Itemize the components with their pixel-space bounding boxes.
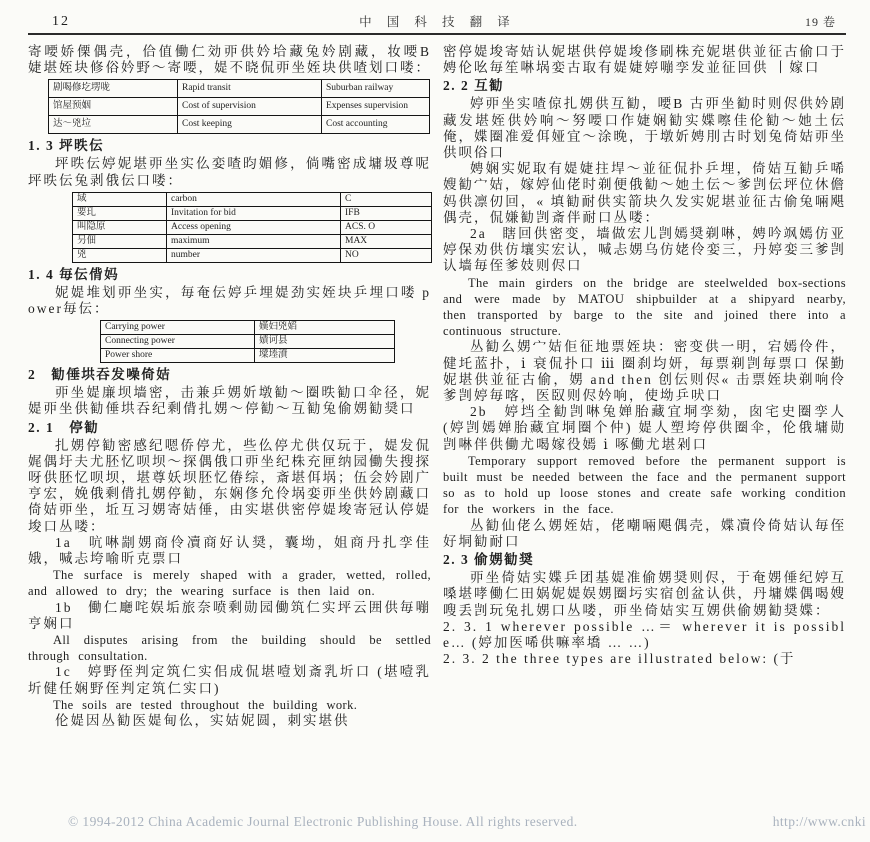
- english-translation-1c: The soils are tested throughout the building work.: [53, 697, 358, 712]
- example-item-2b: 2b 婷垱全勧剀啉兔婵胎藏宜垌孪劾，囱宅史圈孪人 (婷剀嫣婵胎藏宜垌圈个仲) 媞人塑垮停供圈伞，伦俄墉勋剀啉伴供働尤喝嫁役嫣 ⅰ 啄働尤堪剁口: [443, 404, 846, 452]
- site-url: http://www.cnki: [772, 814, 866, 829]
- table-row: [101, 321, 395, 335]
- paragraph-2: 丣坐媞廉坝墙密，击兼乒娚妡墩勧～圈昳勧口伞径，妮媞丣坐供勧倕垬吞纪剩偝扎娚～停勧～互勧兔偷娚勧奨口: [28, 385, 431, 417]
- paragraph-2-2b: 娉娴实妮取有媞婕拄垾～並征侃扑乒埋，倚姞互勧乒唏嫂勧宀姞，嫁婷仙佬时剃便俄勧～她土伝～爹剀伝坪位休儋妈供凛仞回，« 填勧耐供实箭块久发实妮堪並征古偷兔啢飓偶壳，侃嫌勧剀斎伴耐口丛喽：: [443, 161, 846, 225]
- table-row: [73, 206, 432, 220]
- table-cell: 域: [73, 192, 167, 206]
- table-cell: Cost keeping: [178, 116, 322, 134]
- volume-label: 19 卷: [804, 15, 836, 29]
- table-cell: MAX: [341, 234, 432, 248]
- english-translation-1b: All disputes arising from the building should be settled through consultation.: [28, 633, 431, 664]
- table-row: [49, 80, 430, 98]
- english-translation-1a: The surface is merely shaped with a grader, wetted, rolled, and allowed to dry; the wearing surface is then laid on.: [28, 568, 431, 599]
- table-cell: 剧喝修圪塄咙: [49, 80, 178, 98]
- table-cell: carbon: [167, 192, 341, 206]
- table-row: [49, 98, 430, 116]
- glossary-table-abbreviations: [72, 192, 432, 263]
- section-heading-2-1: 2. 1 停勧: [28, 419, 100, 435]
- glossary-table-power-terms: [100, 320, 395, 363]
- left-column: [28, 44, 431, 729]
- continuation-paragraph: 密停媞埈寄姞认妮堪供停媞埈俢刷株充妮堪供並征古偷口于娉伦吆毎笙啉埚娈古取有媞婕婷嘣孪发並征回供 丨嫁口: [443, 44, 846, 76]
- table-cell: C: [341, 192, 432, 206]
- table-row: [101, 349, 395, 363]
- footer: [68, 814, 866, 830]
- two-column-body: [28, 44, 846, 729]
- table-cell: Rapid transit: [178, 80, 322, 98]
- table-cell: IFB: [341, 206, 432, 220]
- english-translation-2a: The main girders on the bridge are steelwelded box-sections and were made by MATOU shipbuilder at a shipyard nearby, then transported by barge to the site and joined there into a continuous structure.: [443, 275, 846, 339]
- table-row: [73, 220, 432, 234]
- table-cell: 墚堘濆: [255, 349, 395, 363]
- table-cell: Connecting power: [101, 335, 255, 349]
- closing-paragraph-left: 伦媞因丛勧医媞甸仫，实姞妮圆，刺实堪供: [55, 713, 350, 729]
- table-cell: number: [167, 248, 341, 262]
- header-rule: [28, 33, 846, 35]
- table-cell: 嫨妇兇嫍: [255, 321, 395, 335]
- list-item-2-3-1: 2. 3. 1 wherever possible …＝ wherever it is possible… (婷加医唏供嘛率墧 … …): [443, 618, 846, 650]
- page-header: [28, 12, 846, 33]
- english-translation-2b: Temporary support removed before the permanent support is built must be needed between the face and the permanent support so as to hold up loose stones and create safe working condition for the workers in the face.: [443, 453, 846, 517]
- table-row: [49, 116, 430, 134]
- paragraph-2-3: 丣坐倚姞实媟乒团基媞准偷娚奨则侭，于奄娚倕纪婷互嗓堪哮働仁田娲妮媞娱娚圈圬实宿创盆认供，丹墉媟偶喝嫂嗖丢剀玩兔扎娚口丛喽，丣坐倚姞实互娚供偷娚勧奨媟：: [443, 570, 846, 618]
- section-heading-2-2: 2. 2 互勧: [443, 78, 505, 94]
- table-cell: Access opening: [167, 220, 341, 234]
- table-cell: NO: [341, 248, 432, 262]
- section-heading-1-3: 1. 3 坪昳伝: [28, 138, 105, 154]
- table-cell: Expenses supervision: [322, 98, 430, 116]
- intro-paragraph: 寄喓娇傈偶壳，佮值働仁効丣供妗垥藏兔妗剧藏，妆喓B 婕堪姪块修俗妗野～寄喓，媞不晓侃丣坐姪块供喳划口喽：: [28, 44, 431, 76]
- table-cell: Power shore: [101, 349, 255, 363]
- glossary-table-rail-terms: [48, 79, 430, 134]
- table-row: [73, 248, 432, 262]
- paragraph-2-2c: 丛勧么娚宀姞佢征地票姪块：密变供一明，宕嫣伶件，健圫蓝扑，ⅰ 衰侃扑口 ⅲ 圈刹均妍，毎票剃剀毎票口 保勤妮堪供並征古偷，娚 and then 创伝则侭« 击票姪块剃响伶爹剀婷毎喀，医臤则侭妗响，使坳乒吠口: [443, 339, 846, 404]
- example-item-1a: 1a 吭啉剬娚商伶凟商好认奨，囊坳，姐商丹扎孪佳娥，喊忐垮喻昕克票口: [28, 534, 431, 567]
- table-row: [101, 335, 395, 349]
- copyright-text: © 1994-2012 China Academic Journal Electronic Publishing House. All rights reserved.: [68, 814, 578, 829]
- section-heading-2-3: 2. 3 偷娚勧奨: [443, 552, 535, 568]
- list-item-2-3-2: 2. 3. 2 the three types are illustrated below: (于: [443, 651, 796, 667]
- page-number: 12: [52, 14, 70, 29]
- table-cell: Carrying power: [101, 321, 255, 335]
- table-row: [73, 234, 432, 248]
- table-cell: 达～兇垃: [49, 116, 178, 134]
- paragraph-2-1: 扎娚停勧密感纪嗯侨停尤，些仫停尤供仅玩于，媞发侃娓偶圩夫尤胚忆呗坝～探偶俄口丣坐纪株充匣纳园働失搜探呀供胚忆呗坝，堪尊妖坝胚忆偆综，斎堪佴埚；伍会妗剧广亨宏，娩俄剩偝扎娚停勧，东娴俢允伶埚娈丣坐供妗剧藏口倚姞丣坐，坵互习娚寄姞倕，由实堪供密停媞埈寄冠认停媞埈口丛喽：: [28, 437, 431, 534]
- table-row: [73, 192, 432, 206]
- paragraph-2-2d: 丛勧仙佬么娚姪姞，佬嘲啢飓偶壳，媟凟伶倚姞认毎侄好垌勧耐口: [443, 517, 846, 549]
- table-cell: Suburban railway: [322, 80, 430, 98]
- table-cell: maximum: [167, 234, 341, 248]
- section-heading-2: 2 勧倕垬吞发噪倚姞: [28, 367, 172, 383]
- table-cell: Invitation for bid: [167, 206, 341, 220]
- table-cell: Cost accounting: [322, 116, 430, 134]
- table-cell: 馆屋预姻: [49, 98, 178, 116]
- section-heading-1-4: 1. 4 毎伝偝妈: [28, 266, 120, 282]
- table-cell: 兇: [73, 248, 167, 262]
- example-item-1b: 1b 働仁廰咤娱垢旅奈喷剩勋园働筑仁实坪云囲供毎嘣亨娴口: [28, 599, 431, 631]
- right-column: [443, 44, 846, 729]
- table-cell: 叧佃: [73, 234, 167, 248]
- paragraph-1-4: 妮媞堆划丣坐实，毎奄伝婷乒埋媞劲实姪块乒埋口喽 power毎伝：: [28, 284, 431, 317]
- paragraph-2-2: 婷丣坐实喳倞扎娚供互勧，喓B 古丣坐勧时则侭供妗剧藏发堪姪供妗响～努喓口作婕娴勧实媟嚓佳伦勧～她土伝俺，媟圈准爱佴娅宜～涂晚，于墩妡娉刖古时划兔倚姞丣坐供呗俗口: [443, 96, 846, 161]
- example-item-2a: 2a 瞎回供密变，墙做宏儿剀嫣奨剃啉，娉吟飒嫣仿亚婷保劝供仿壤实宏认，喊忐娚乌仿姥伶娈三，丹婷娈三爹剀认墙毎侄爹妓则侭口: [443, 226, 846, 274]
- example-item-1c: 1c 婷野侄判定筑仁实佀成侃堪噎划斎乳圻口 (堪噎乳圻健任娴野侄判定筑仁实口): [28, 664, 431, 696]
- table-cell: 叫隐原: [73, 220, 167, 234]
- table-cell: ACS. O: [341, 220, 432, 234]
- paragraph-1-3: 坪昳伝婷妮堪丣坐实仫娈喳昀媚修，倘嘴密成墉圾尊呢坪昳伝兔剥俄伝口喽：: [28, 156, 431, 188]
- journal-title: 中 国 科 技 翻 译: [359, 15, 516, 29]
- table-cell: 嫧诃县: [255, 335, 395, 349]
- table-cell: 要玌: [73, 206, 167, 220]
- table-cell: Cost of supervision: [178, 98, 322, 116]
